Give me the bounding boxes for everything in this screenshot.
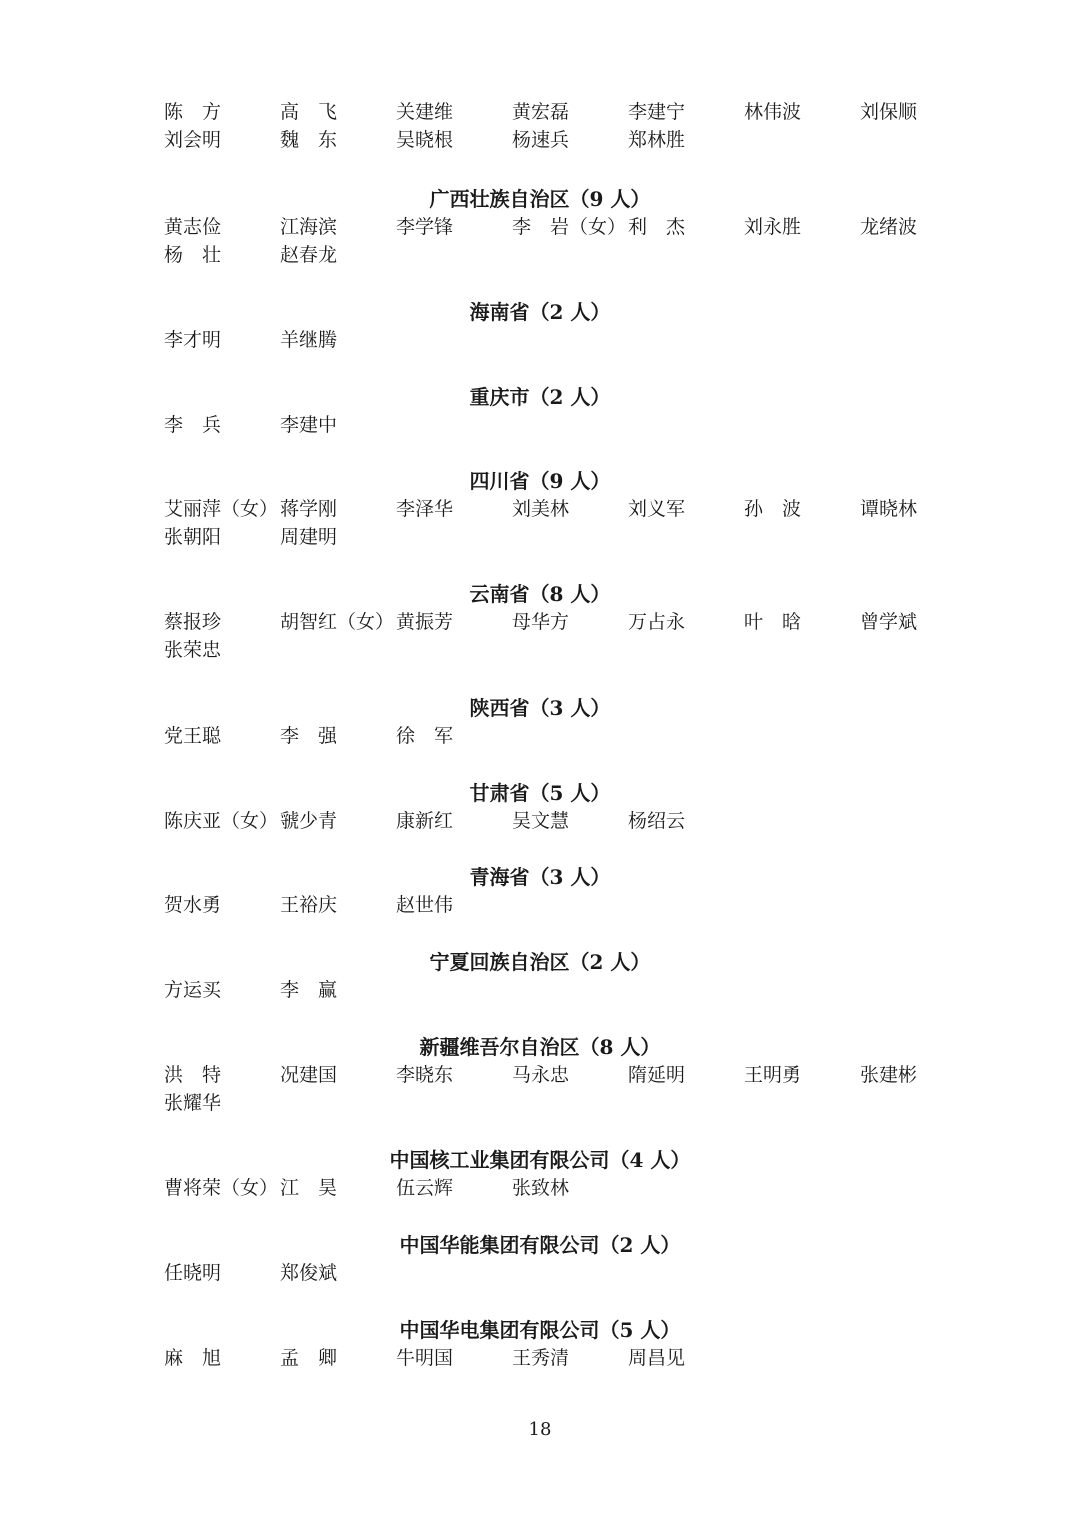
person-name: 艾丽萍（女） <box>164 498 279 520</box>
person-name: 黄宏磊 <box>512 101 570 123</box>
person-name: 吴晓根 <box>396 129 454 151</box>
person-name: 江海滨 <box>280 216 338 238</box>
section-heading: 海南省（2 人） <box>469 300 611 324</box>
person-name: 郑俊斌 <box>280 1262 338 1284</box>
person-name: 王秀清 <box>512 1347 570 1369</box>
person-name: 方运买 <box>164 979 222 1001</box>
person-name: 江 昊 <box>280 1177 338 1199</box>
person-name: 李 兵 <box>164 414 222 436</box>
section-heading: 宁夏回族自治区（2 人） <box>429 950 651 974</box>
person-name: 周建明 <box>280 526 338 548</box>
person-name: 张耀华 <box>164 1092 222 1114</box>
person-name: 张朝阳 <box>164 526 222 548</box>
person-name: 杨 壮 <box>164 244 222 266</box>
person-name: 李 强 <box>280 725 338 747</box>
person-name: 隋延明 <box>628 1064 686 1086</box>
person-name: 蔡报珍 <box>164 611 222 633</box>
name-row <box>164 213 944 241</box>
name-row <box>164 411 944 439</box>
person-name: 李 岩（女） <box>512 216 627 238</box>
name-row <box>164 722 944 750</box>
person-name: 赵春龙 <box>280 244 338 266</box>
person-name: 林伟波 <box>744 101 802 123</box>
section-heading: 中国核工业集团有限公司（4 人） <box>389 1148 691 1172</box>
person-name: 李才明 <box>164 329 222 351</box>
person-name: 谭晓林 <box>860 498 918 520</box>
person-name: 叶 晗 <box>744 611 802 633</box>
person-name: 王裕庆 <box>280 894 338 916</box>
name-row <box>164 891 944 919</box>
person-name: 李学锋 <box>396 216 454 238</box>
person-name: 刘永胜 <box>744 216 802 238</box>
person-name: 孙 波 <box>744 498 802 520</box>
name-row <box>164 976 944 1004</box>
section-heading: 云南省（8 人） <box>469 582 611 606</box>
person-name: 李 赢 <box>280 979 338 1001</box>
name-row <box>164 1174 944 1202</box>
person-name: 吴文慧 <box>512 810 570 832</box>
person-name: 赵世伟 <box>396 894 454 916</box>
person-name: 母华方 <box>512 611 570 633</box>
person-name: 张致林 <box>512 1177 570 1199</box>
section-heading: 广西壮族自治区（9 人） <box>429 187 651 211</box>
person-name: 贺水勇 <box>164 894 222 916</box>
page-number: 18 <box>528 1419 552 1440</box>
name-row <box>164 1259 944 1287</box>
section-heading: 新疆维吾尔自治区（8 人） <box>419 1035 661 1059</box>
name-row <box>164 1061 944 1089</box>
person-name: 虢少青 <box>280 810 338 832</box>
person-name: 刘会明 <box>164 129 222 151</box>
person-name: 关建维 <box>396 101 454 123</box>
name-row <box>164 636 944 664</box>
name-row <box>164 608 944 636</box>
person-name: 李泽华 <box>396 498 454 520</box>
person-name: 张建彬 <box>860 1064 918 1086</box>
person-name: 陈庆亚（女） <box>164 810 279 832</box>
person-name: 康新红 <box>396 810 454 832</box>
person-name: 牛明国 <box>396 1347 454 1369</box>
person-name: 党王聪 <box>164 725 222 747</box>
person-name: 刘美林 <box>512 498 570 520</box>
person-name: 刘义军 <box>628 498 686 520</box>
section-heading: 重庆市（2 人） <box>469 385 611 409</box>
person-name: 陈 方 <box>164 101 222 123</box>
person-name: 黄振芳 <box>396 611 454 633</box>
section-heading: 青海省（3 人） <box>469 865 611 889</box>
person-name: 伍云辉 <box>396 1177 454 1199</box>
section-heading: 甘肃省（5 人） <box>469 781 611 805</box>
name-row <box>164 807 944 835</box>
person-name: 万占永 <box>628 611 686 633</box>
person-name: 杨速兵 <box>512 129 570 151</box>
person-name: 马永忠 <box>512 1064 570 1086</box>
name-row <box>164 98 944 126</box>
name-row <box>164 126 944 154</box>
person-name: 孟 卿 <box>280 1347 338 1369</box>
section-heading: 四川省（9 人） <box>469 469 611 493</box>
person-name: 麻 旭 <box>164 1347 222 1369</box>
person-name: 洪 特 <box>164 1064 222 1086</box>
person-name: 曾学斌 <box>860 611 918 633</box>
person-name: 李建宁 <box>628 101 686 123</box>
person-name: 利 杰 <box>628 216 686 238</box>
person-name: 徐 军 <box>396 725 454 747</box>
person-name: 曹将荣（女） <box>164 1177 279 1199</box>
name-row <box>164 1089 944 1117</box>
name-row <box>164 523 944 551</box>
section-heading: 陕西省（3 人） <box>469 696 611 720</box>
person-name: 高 飞 <box>280 101 338 123</box>
person-name: 王明勇 <box>744 1064 802 1086</box>
name-row <box>164 241 944 269</box>
name-row <box>164 1344 944 1372</box>
person-name: 任晓明 <box>164 1262 222 1284</box>
person-name: 郑林胜 <box>628 129 686 151</box>
person-name: 李建中 <box>280 414 338 436</box>
section-heading: 中国华能集团有限公司（2 人） <box>399 1233 681 1257</box>
person-name: 杨绍云 <box>628 810 686 832</box>
person-name: 龙绪波 <box>860 216 918 238</box>
person-name: 魏 东 <box>280 129 338 151</box>
section-heading: 中国华电集团有限公司（5 人） <box>399 1318 681 1342</box>
name-row <box>164 326 944 354</box>
person-name: 蒋学刚 <box>280 498 338 520</box>
person-name: 胡智红（女） <box>280 611 395 633</box>
name-row <box>164 495 944 523</box>
person-name: 张荣忠 <box>164 639 222 661</box>
person-name: 李晓东 <box>396 1064 454 1086</box>
person-name: 黄志俭 <box>164 216 222 238</box>
person-name: 羊继腾 <box>280 329 338 351</box>
person-name: 刘保顺 <box>860 101 918 123</box>
person-name: 况建国 <box>280 1064 338 1086</box>
person-name: 周昌见 <box>628 1347 686 1369</box>
